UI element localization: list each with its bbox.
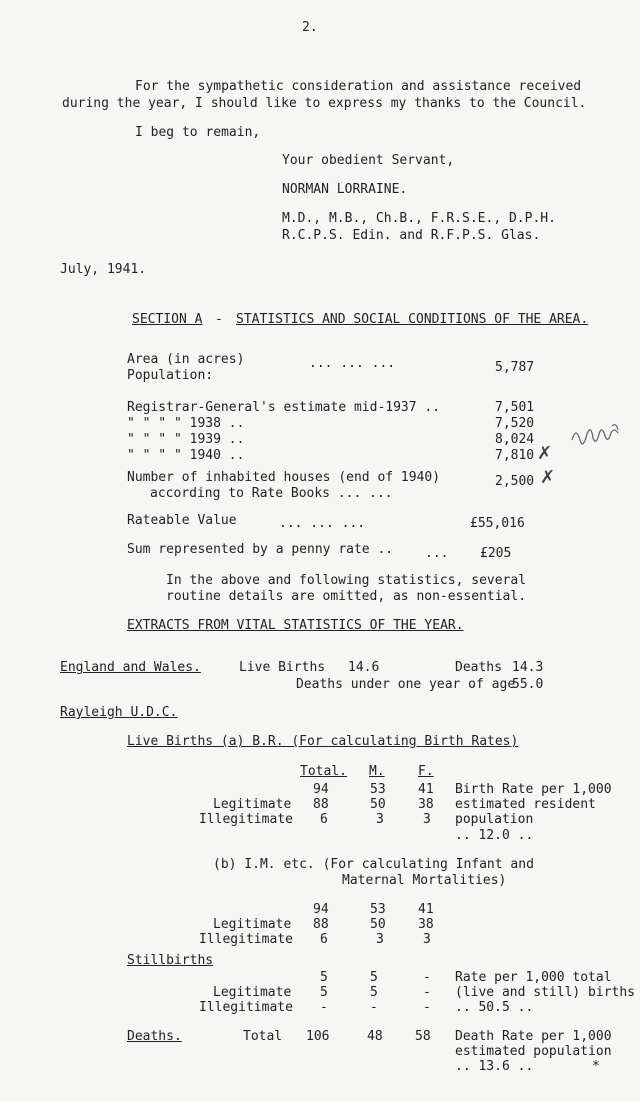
table-cell: 38	[418, 797, 434, 812]
england-infant-label: Deaths under one year of age	[296, 677, 516, 692]
table-cell: 5	[320, 985, 328, 1000]
rayleigh-label: Rayleigh U.D.C.	[60, 705, 178, 720]
table-cell: 3	[376, 932, 384, 947]
table-cell: 53	[370, 782, 386, 797]
note-line-1: In the above and following statistics, several	[166, 573, 527, 588]
section-dash: -	[215, 312, 223, 327]
table-cell: 5	[320, 970, 328, 985]
live-births-heading: Live Births (a) B.R. (For calculating Birth Rates)	[127, 734, 519, 749]
table-cell: -	[320, 1000, 328, 1015]
table-cell: 41	[418, 782, 434, 797]
check-mark-icon: ✗	[537, 443, 553, 464]
area-label: Area (in acres)	[127, 352, 245, 367]
estimate-row: " " " " 1939 ..	[127, 432, 245, 447]
table-cell: 6	[320, 932, 328, 947]
row-label: Legitimate	[213, 985, 292, 1000]
table-cell: 53	[370, 902, 386, 917]
area-dots: ... ... ...	[309, 356, 396, 371]
estimate-row: Registrar-General's estimate mid-1937 ..	[127, 400, 441, 415]
birth-rate-line-3: population	[455, 812, 534, 827]
row-label: Legitimate	[213, 917, 292, 932]
col-total-header: Total.	[300, 764, 347, 779]
houses-value: 2,500	[495, 474, 535, 489]
houses-line-1: Number of inhabited houses (end of 1940)	[127, 470, 441, 485]
col-m-header: M.	[369, 764, 385, 779]
table-cell: 3	[423, 932, 431, 947]
england-live-births-value: 14.6	[348, 660, 380, 675]
england-infant-value: 55.0	[512, 677, 544, 692]
deaths-m: 48	[367, 1029, 383, 1044]
estimate-value: 7,810	[495, 448, 535, 463]
note-line-2: routine details are omitted, as non-essential.	[166, 589, 527, 604]
row-label: Illegitimate	[199, 812, 293, 827]
cross-mark-icon: ✗	[540, 467, 556, 488]
im-heading-1: (b) I.M. etc. (For calculating Infant and	[213, 857, 534, 872]
table-cell: 6	[320, 812, 328, 827]
table-cell: 3	[423, 812, 431, 827]
im-heading-2: Maternal Mortalities)	[342, 873, 507, 888]
penny-value: £205	[480, 546, 512, 561]
table-cell: 94	[313, 902, 329, 917]
estimate-value: 8,024	[495, 432, 535, 447]
table-cell: 5	[370, 970, 378, 985]
qualifications-1: M.D., M.B., Ch.B., F.R.S.E., D.P.H.	[282, 211, 556, 226]
page-number: 2.	[302, 20, 318, 35]
penny-dots: ...	[425, 546, 449, 561]
table-cell: 50	[370, 917, 386, 932]
penny-label: Sum represented by a penny rate ..	[127, 542, 394, 557]
england-label: England and Wales.	[60, 660, 201, 675]
signatory-name: NORMAN LORRAINE.	[282, 182, 408, 197]
table-cell: -	[423, 985, 431, 1000]
table-cell: 38	[418, 917, 434, 932]
col-f-header: F.	[418, 764, 434, 779]
table-cell: 5	[370, 985, 378, 1000]
handwritten-annotation-icon	[568, 418, 626, 452]
estimate-value: 7,501	[495, 400, 535, 415]
death-rate-value: .. 13.6 ..	[455, 1059, 534, 1074]
table-cell: 41	[418, 902, 434, 917]
houses-line-2: according to Rate Books ... ...	[150, 486, 393, 501]
rateable-label: Rateable Value	[127, 513, 237, 528]
estimate-row: " " " " 1938 ..	[127, 416, 245, 431]
table-cell: 3	[376, 812, 384, 827]
deaths-f: 58	[415, 1029, 431, 1044]
section-label: SECTION A	[132, 312, 203, 327]
row-label: Illegitimate	[199, 1000, 293, 1015]
rateable-dots: ... ... ...	[279, 516, 366, 531]
letter-date: July, 1941.	[60, 262, 147, 277]
qualifications-2: R.C.P.S. Edin. and R.F.P.S. Glas.	[282, 228, 541, 243]
letter-closing: Your obedient Servant,	[282, 153, 455, 168]
birth-rate-line-2: estimated resident	[455, 797, 596, 812]
estimate-value: 7,520	[495, 416, 535, 431]
england-deaths-value: 14.3	[512, 660, 544, 675]
birth-rate-value: .. 12.0 ..	[455, 828, 534, 843]
rateable-value: £55,016	[470, 516, 525, 531]
stillbirths-label: Stillbirths	[127, 953, 214, 968]
area-value: 5,787	[495, 360, 535, 375]
stillbirth-rate-value: .. 50.5 ..	[455, 1000, 534, 1015]
table-cell: 88	[313, 917, 329, 932]
table-cell: -	[423, 1000, 431, 1015]
table-cell: -	[370, 1000, 378, 1015]
table-cell: 88	[313, 797, 329, 812]
letter-line-1: For the sympathetic consideration and assistance received	[135, 79, 582, 94]
extracts-title: EXTRACTS FROM VITAL STATISTICS OF THE YEAR.	[127, 618, 464, 633]
row-label: Legitimate	[213, 797, 292, 812]
england-live-births-label: Live Births	[239, 660, 326, 675]
letter-line-2: during the year, I should like to express my thanks to the Council.	[62, 96, 587, 111]
death-rate-line-1: Death Rate per 1,000	[455, 1029, 612, 1044]
table-cell: 50	[370, 797, 386, 812]
table-cell: 94	[313, 782, 329, 797]
stillbirth-rate-line-1: Rate per 1,000 total	[455, 970, 612, 985]
deaths-total: 106	[306, 1029, 330, 1044]
deaths-label: Deaths.	[127, 1029, 182, 1044]
deaths-total-label: Total	[243, 1029, 283, 1044]
death-rate-line-2: estimated population	[455, 1044, 612, 1059]
england-deaths-label: Deaths	[455, 660, 502, 675]
stillbirth-rate-line-2: (live and still) births	[455, 985, 636, 1000]
row-label: Illegitimate	[199, 932, 293, 947]
population-label: Population:	[127, 368, 214, 383]
birth-rate-line-1: Birth Rate per 1,000	[455, 782, 612, 797]
table-cell: -	[423, 970, 431, 985]
estimate-row: " " " " 1940 ..	[127, 448, 245, 463]
asterisk: *	[592, 1059, 600, 1074]
letter-remain: I beg to remain,	[135, 125, 261, 140]
section-title: STATISTICS AND SOCIAL CONDITIONS OF THE AREA.	[236, 312, 589, 327]
